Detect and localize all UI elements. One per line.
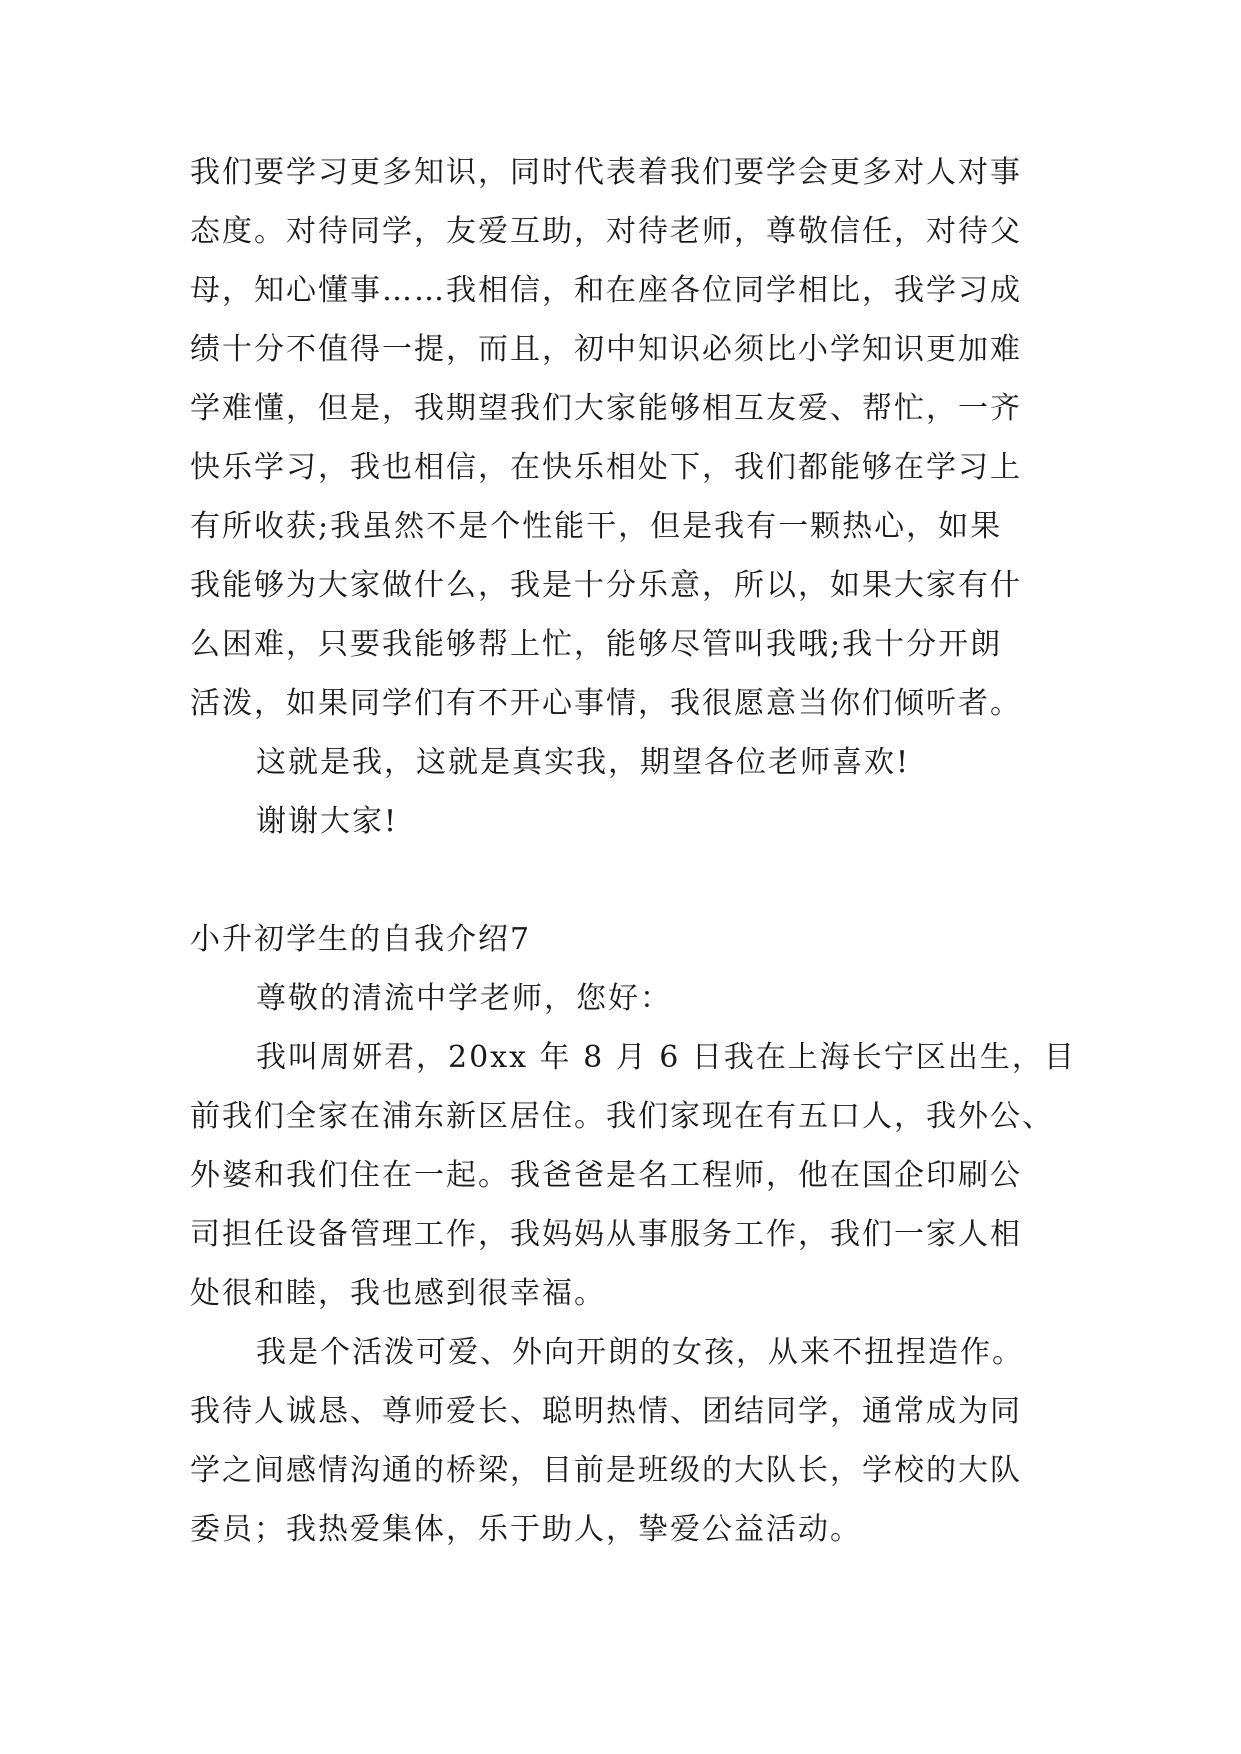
closing-line: 这就是我，这就是真实我，期望各位老师喜欢! — [256, 745, 911, 780]
paragraph-line: 活泼，如果同学们有不开心事情，我很愿意当你们倾听者。 — [190, 686, 1022, 721]
paragraph-line: 前我们全家在浦东新区居住。我们家现在有五口人，我外公、 — [190, 1099, 1054, 1134]
document-body — [190, 143, 1076, 1559]
paragraph-line: 母，知心懂事……我相信，和在座各位同学相比，我学习成 — [190, 273, 1022, 308]
paragraph-line: 处很和睦，我也感到很幸福。 — [190, 1276, 606, 1311]
paragraph-line: 绩十分不值得一提，而且，初中知识必须比小学知识更加难 — [190, 332, 1022, 367]
paragraph-line: 有所收获;我虽然不是个性能干，但是我有一颗热心，如果 — [190, 509, 1003, 544]
paragraph-line: 学难懂，但是，我期望我们大家能够相互友爱、帮忙，一齐 — [190, 391, 1022, 426]
paragraph-line: 学之间感情沟通的桥梁，目前是班级的大队长，学校的大队 — [190, 1453, 1022, 1488]
paragraph-line: 么困难，只要我能够帮上忙，能够尽管叫我哦;我十分开朗 — [190, 627, 1003, 662]
paragraph-line: 态度。对待同学，友爱互助，对待老师，尊敬信任，对待父 — [190, 214, 1022, 249]
paragraph-line: 我能够为大家做什么，我是十分乐意，所以，如果大家有什 — [190, 568, 1022, 603]
paragraph-line: 司担任设备管理工作，我妈妈从事服务工作，我们一家人相 — [190, 1217, 1022, 1252]
section-spacer — [190, 851, 1070, 910]
paragraph-line: 委员；我热爱集体，乐于助人，挚爱公益活动。 — [190, 1512, 862, 1547]
paragraph-line: 我是个活泼可爱、外向开朗的女孩，从来不扭捏造作。 — [256, 1335, 1024, 1370]
thanks-line: 谢谢大家! — [256, 804, 399, 839]
paragraph-line: 外婆和我们住在一起。我爸爸是名工程师，他在国企印刷公 — [190, 1158, 1022, 1193]
paragraph-line: 快乐学习，我也相信，在快乐相处下，我们都能够在学习上 — [190, 450, 1022, 485]
section-heading: 小升初学生的自我介绍7 — [190, 922, 532, 957]
paragraph-line: 我待人诚恳、尊师爱长、聪明热情、团结同学，通常成为同 — [190, 1394, 1022, 1429]
greeting-line: 尊敬的清流中学老师，您好： — [256, 981, 672, 1016]
paragraph-line: 我们要学习更多知识，同时代表着我们要学会更多对人对事 — [190, 155, 1022, 190]
paragraph-line: 我叫周妍君，20xx 年 8 月 6 日我在上海长宁区出生，目 — [256, 1040, 1076, 1075]
